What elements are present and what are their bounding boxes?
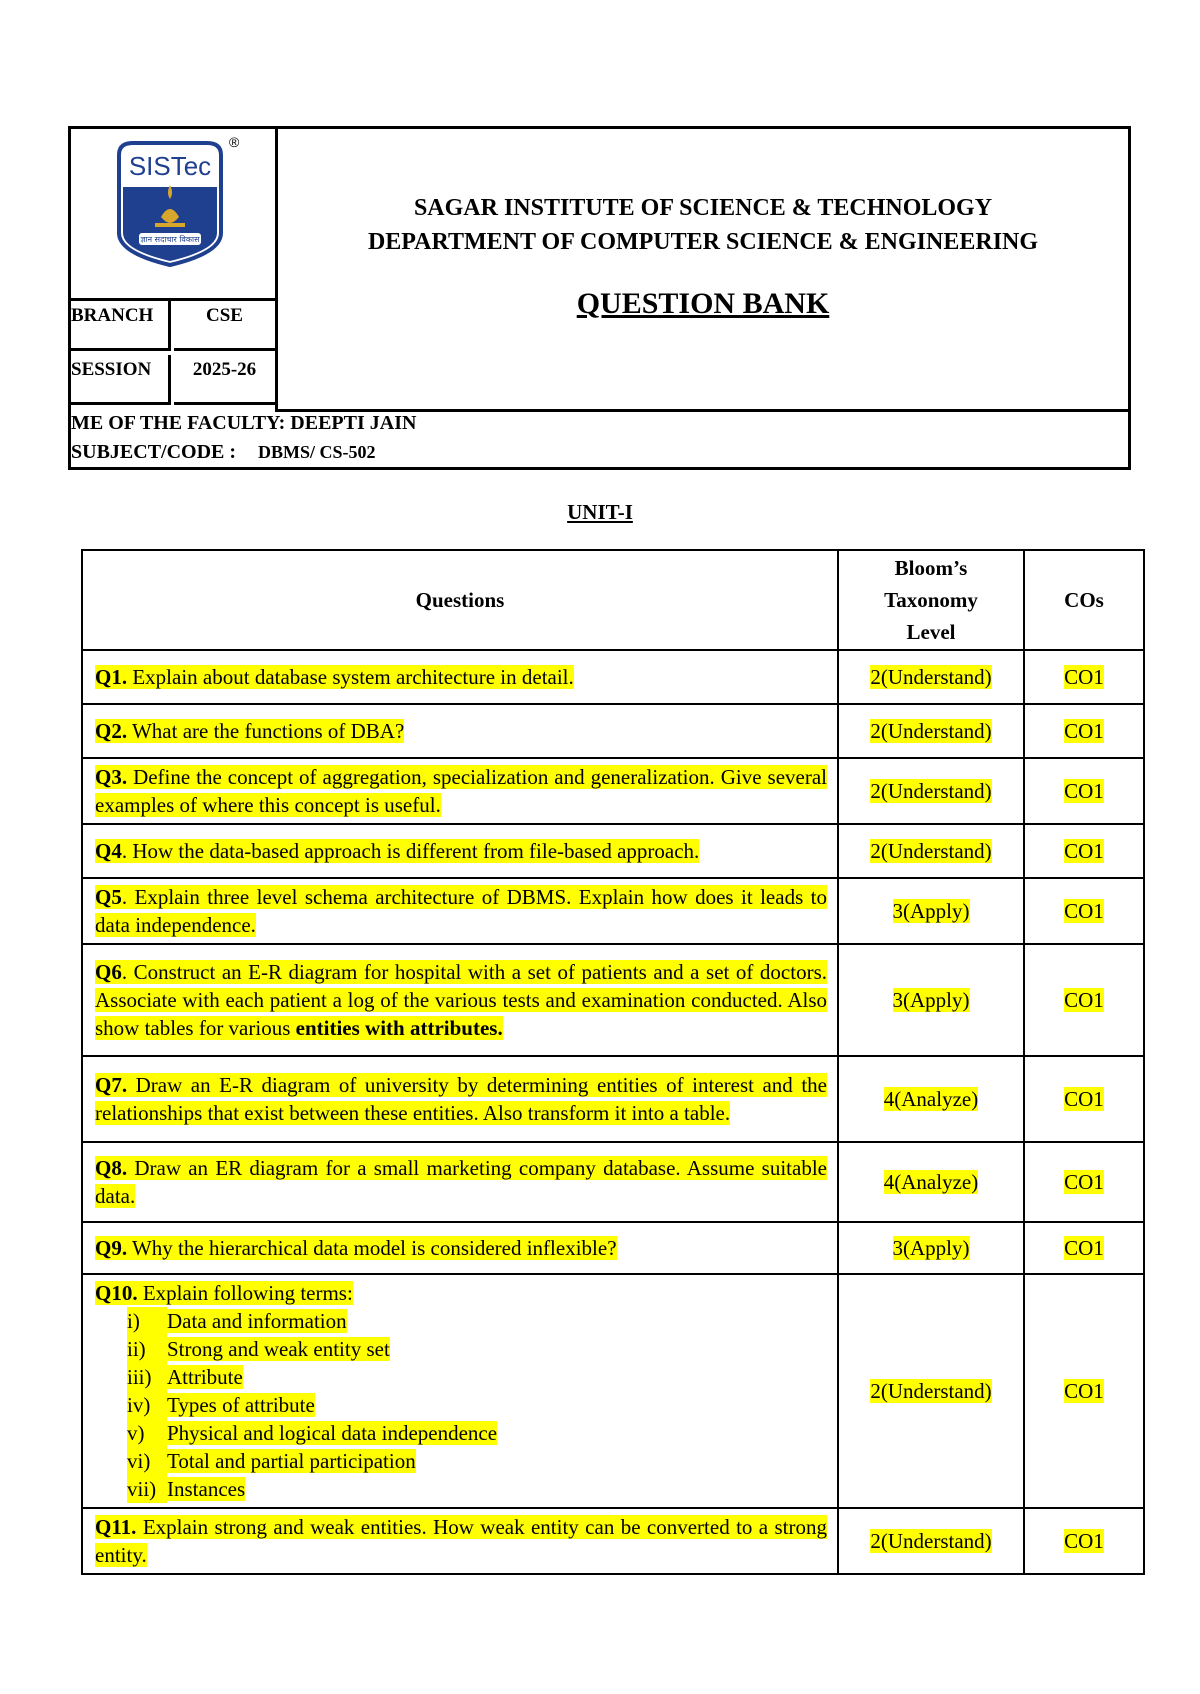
blooms-header-line2: Taxonomy	[884, 588, 978, 612]
co-text: CO1	[1064, 664, 1104, 689]
subject-code	[71, 441, 1128, 464]
table-row	[82, 1222, 1144, 1274]
bloom-level-text: 4(Analyze)	[883, 1086, 979, 1111]
co-cell	[1024, 1508, 1144, 1574]
term-text: Attribute	[167, 1365, 243, 1389]
question-cell	[82, 758, 838, 824]
bloom-level	[838, 1056, 1024, 1142]
question-text: Explain strong and weak entities. How weak entity can be converted to a strong entity.	[95, 1515, 827, 1567]
co-text: CO1	[1064, 838, 1104, 863]
question-number: Q5	[95, 885, 122, 909]
institute-name: SAGAR INSTITUTE OF SCIENCE & TECHNOLOGY	[413, 195, 993, 221]
session-value: 2025-26	[174, 355, 278, 405]
table-row	[82, 758, 1144, 824]
bloom-level	[838, 824, 1024, 878]
bloom-level-text: 2(Understand)	[870, 838, 992, 863]
bloom-level	[838, 1274, 1024, 1508]
bloom-level-text: 4(Analyze)	[883, 1169, 979, 1194]
list-item	[127, 1307, 827, 1335]
list-item	[127, 1475, 827, 1503]
co-text: CO1	[1064, 987, 1104, 1012]
question-text: Define the concept of aggregation, specialization and generalization. Give several examples of where this concept is useful.	[95, 765, 827, 817]
question-cell	[82, 1508, 838, 1574]
table-row	[82, 704, 1144, 758]
question-number: Q7.	[95, 1073, 128, 1097]
term-text: Total and partial participation	[167, 1449, 416, 1473]
subject-value: DBMS/ CS-502	[258, 442, 376, 462]
branch-label: BRANCH	[71, 301, 171, 351]
bloom-level-text: 2(Understand)	[870, 778, 992, 803]
bloom-level	[838, 650, 1024, 704]
terms-list	[95, 1307, 827, 1503]
co-cell	[1024, 878, 1144, 944]
question-text: Draw an ER diagram for a small marketing company database. Assume suitable data.	[95, 1156, 827, 1208]
department-name: DEPARTMENT OF COMPUTER SCIENCE & ENGINEERING	[367, 229, 1039, 255]
subject-label: SUBJECT/CODE :	[71, 441, 237, 463]
term-number: v)	[127, 1419, 167, 1447]
term-text: Strong and weak entity set	[167, 1337, 390, 1361]
question-text: What are the functions of DBA?	[127, 719, 405, 743]
question-text: Draw an E-R diagram of university by determining entities of interest and the relationships that exist between these entities. Also transform it into a table.	[95, 1073, 827, 1125]
co-text: CO1	[1064, 1528, 1104, 1553]
branch-value: CSE	[174, 301, 278, 351]
question-number: Q8.	[95, 1156, 128, 1180]
question-cell	[82, 704, 838, 758]
bloom-level-text: 3(Apply)	[892, 898, 970, 923]
co-cell	[1024, 758, 1144, 824]
list-item	[127, 1335, 827, 1363]
question-text: Explain about database system architecture in detail.	[127, 665, 574, 689]
term-text: Instances	[167, 1477, 246, 1501]
term-number: vi)	[127, 1447, 167, 1475]
co-text: CO1	[1064, 1169, 1104, 1194]
cos-header: COs	[1024, 550, 1144, 650]
question-cell	[82, 1056, 838, 1142]
list-item	[127, 1419, 827, 1447]
bloom-level	[838, 1222, 1024, 1274]
co-cell	[1024, 650, 1144, 704]
question-cell	[82, 824, 838, 878]
bloom-level-text: 2(Understand)	[870, 1528, 992, 1553]
table-row	[82, 824, 1144, 878]
question-text-bold: entities with attributes.	[295, 1016, 503, 1040]
header-title-cell	[275, 129, 1128, 412]
question-number: Q2.	[95, 719, 128, 743]
term-number: i)	[127, 1307, 167, 1335]
question-text: . How the data-based approach is different from file-based approach.	[121, 839, 700, 863]
co-cell	[1024, 1274, 1144, 1508]
term-text: Data and information	[167, 1309, 347, 1333]
bloom-level-text: 3(Apply)	[892, 1235, 970, 1260]
question-cell	[82, 944, 838, 1056]
co-text: CO1	[1064, 778, 1104, 803]
blooms-header	[838, 550, 1024, 650]
bloom-level	[838, 944, 1024, 1056]
table-row	[82, 650, 1144, 704]
header-box	[68, 126, 1131, 470]
blooms-header-line1: Bloom’s	[894, 556, 968, 580]
question-cell	[82, 878, 838, 944]
question-text: Why the hierarchical data model is considered inflexible?	[127, 1236, 617, 1260]
co-cell	[1024, 1142, 1144, 1222]
question-number: Q10.	[95, 1281, 138, 1305]
question-table	[81, 549, 1145, 1575]
question-number: Q3.	[95, 765, 128, 789]
session-label: SESSION	[71, 355, 171, 405]
co-text: CO1	[1064, 898, 1104, 923]
bloom-level-text: 3(Apply)	[892, 987, 970, 1012]
question-number: Q6	[95, 960, 122, 984]
table-row	[82, 878, 1144, 944]
list-item	[127, 1447, 827, 1475]
co-cell	[1024, 704, 1144, 758]
bloom-level-text: 2(Understand)	[870, 664, 992, 689]
co-cell	[1024, 1222, 1144, 1274]
registered-mark: ®	[229, 134, 240, 150]
term-number: iv)	[127, 1391, 167, 1419]
unit-title: UNIT-I	[567, 500, 633, 524]
question-text: Explain following terms:	[137, 1281, 353, 1305]
faculty-name: ME OF THE FACULTY: DEEPTI JAIN	[71, 412, 417, 434]
institute-logo	[71, 129, 278, 301]
co-text: CO1	[1064, 718, 1104, 743]
table-row	[82, 1508, 1144, 1574]
term-text: Types of attribute	[167, 1393, 315, 1417]
co-cell	[1024, 944, 1144, 1056]
question-number: Q11.	[95, 1515, 137, 1539]
table-row	[82, 1056, 1144, 1142]
co-text: CO1	[1064, 1086, 1104, 1111]
table-row	[82, 1142, 1144, 1222]
question-number: Q9.	[95, 1236, 128, 1260]
bloom-level	[838, 1142, 1024, 1222]
question-text: . Explain three level schema architecture of DBMS. Explain how does it leads to data independence.	[95, 885, 827, 937]
co-text: CO1	[1064, 1235, 1104, 1260]
bloom-level-text: 2(Understand)	[870, 1378, 992, 1403]
bloom-level	[838, 878, 1024, 944]
term-number: vii)	[127, 1475, 167, 1503]
co-text: CO1	[1064, 1378, 1104, 1403]
page-title: QUESTION BANK	[576, 287, 830, 320]
question-cell	[82, 650, 838, 704]
question-cell	[82, 1274, 838, 1508]
question-cell	[82, 1142, 838, 1222]
list-item	[127, 1391, 827, 1419]
table-header-row	[82, 550, 1144, 650]
question-text: . Construct an E-R diagram for hospital with a set of patients and a set of doctors. Associate with each patient a log of the various tests and examination conducted. Also show tables for various	[95, 960, 827, 1040]
logo-tagline: ज्ञान सदाचार विकास	[140, 235, 200, 244]
term-number: ii)	[127, 1335, 167, 1363]
term-text: Physical and logical data independence	[167, 1421, 498, 1445]
logo-cell	[71, 129, 278, 301]
bloom-level	[838, 704, 1024, 758]
bloom-level-text: 2(Understand)	[870, 718, 992, 743]
table-row	[82, 1274, 1144, 1508]
question-number: Q1.	[95, 665, 128, 689]
session-row	[71, 355, 278, 409]
questions-header: Questions	[82, 550, 838, 650]
list-item	[127, 1363, 827, 1391]
bloom-level	[838, 1508, 1024, 1574]
logo-wordmark: SISTec	[128, 151, 212, 181]
bloom-level	[838, 758, 1024, 824]
branch-row	[71, 301, 278, 355]
table-row	[82, 944, 1144, 1056]
co-cell	[1024, 824, 1144, 878]
question-number: Q4	[95, 839, 122, 863]
co-cell	[1024, 1056, 1144, 1142]
blooms-header-line3: Level	[906, 620, 956, 644]
question-cell	[82, 1222, 838, 1274]
term-number: iii)	[127, 1363, 167, 1391]
